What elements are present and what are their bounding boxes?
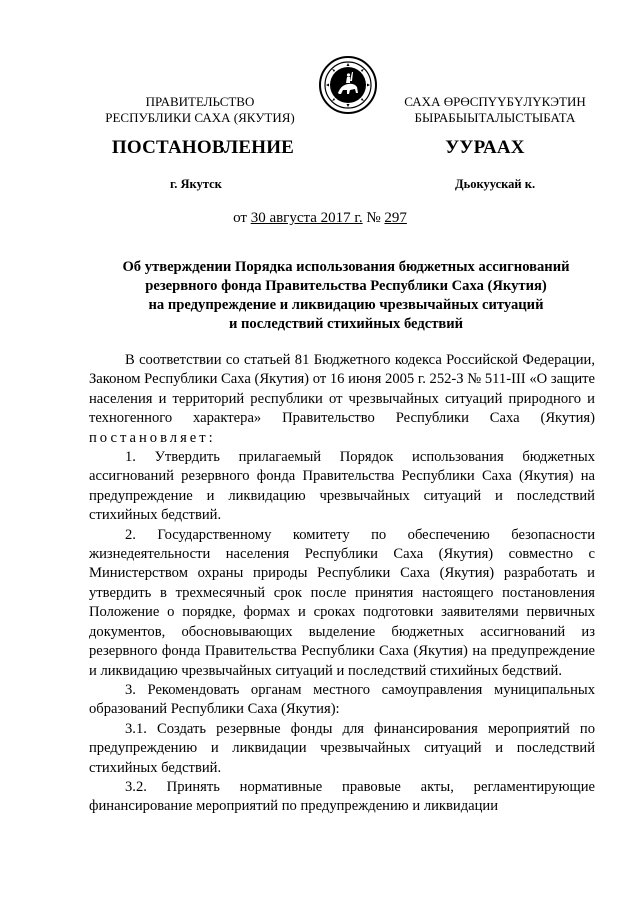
document-title-line4: и последствий стихийных бедствий — [228, 316, 464, 332]
date-prefix: от — [233, 210, 251, 226]
document-title-line3: на предупреждение и ликвидацию чрезвычайных ситуаций — [148, 297, 544, 313]
date-line — [0, 210, 640, 227]
paragraph-3-1: 3.1. Создать резервные фонды для финансирования мероприятий по предупреждению и ликвидации чрезвычайных ситуаций и последствий стихийных бедствий. — [89, 720, 595, 776]
header-left-line2: РЕСПУБЛИКИ САХА (ЯКУТИЯ) — [105, 110, 295, 125]
header-right-line1: САХА ӨРӨСПҮҮБҮЛҮКЭТИН — [404, 94, 586, 109]
document-body — [89, 351, 595, 817]
preamble-paragraph — [89, 351, 595, 448]
document-number: 297 — [384, 210, 407, 226]
government-name-sakha — [385, 94, 605, 126]
header-right-line2: БЫРАБЫЫТАЛЫСТЫБАТА — [414, 110, 576, 125]
document-title — [96, 258, 596, 334]
resolution-title-sakha: УУРААХ — [445, 137, 525, 158]
number-label: № — [362, 210, 385, 226]
coat-of-arms-icon — [318, 55, 378, 115]
paragraph-3: 3. Рекомендовать органам местного самоуправления муниципальных образований Республики Саха (Якутия): — [89, 681, 595, 718]
paragraph-3-2: 3.2. Принять нормативные правовые акты, регламентирующие финансирование мероприятий по предупреждению и ликвидации — [89, 778, 595, 815]
preamble-text: В соответствии со статьей 81 Бюджетного кодекса Российской Федерации, Законом Республики Саха (Якутия) от 16 июня 2005 г. 252-З № 511-III «О защите населения и территорий республики от чрезвычайных ситуаций природного и техногенного характера» Правительство Республики Саха (Якутия) — [89, 352, 595, 427]
header-left-line1: ПРАВИТЕЛЬСТВО — [145, 94, 255, 109]
document-title-line1: Об утверждении Порядка использования бюджетных ассигнований — [122, 259, 570, 275]
resolves-word: постановляет: — [89, 429, 216, 446]
government-name-russian — [100, 94, 300, 126]
document-date: 30 августа 2017 г. — [250, 210, 363, 226]
city-russian: г. Якутск — [170, 177, 222, 191]
resolution-title-russian: ПОСТАНОВЛЕНИЕ — [111, 137, 295, 158]
city-sakha: Дьокуускай к. — [455, 177, 536, 191]
paragraph-1: 1. Утвердить прилагаемый Порядок использования бюджетных ассигнований резервного фонда Правительства Республики Саха (Якутия) на предупреждение и ликвидацию чрезвычайных ситуаций и последствий стихийных бедствий. — [89, 449, 595, 524]
paragraph-2: 2. Государственному комитету по обеспечению безопасности жизнедеятельности населения Республики Саха (Якутия) совместно с Министерством охраны природы Республики Саха (Якутия) разработать и утвердить в трехмесячный срок после принятия настоящего постановления Положение о порядке, формах и сроках подготовки заявителями первичных документов, обосновывающих выделение бюджетных ассигнований из резервного фонда Правительства Республики Саха (Якутия) на предупреждение и ликвидацию чрезвычайных ситуаций и последствий стихийных бедствий. — [89, 526, 595, 679]
document-title-line2: резервного фонда Правительства Республики Саха (Якутия) — [145, 278, 547, 294]
